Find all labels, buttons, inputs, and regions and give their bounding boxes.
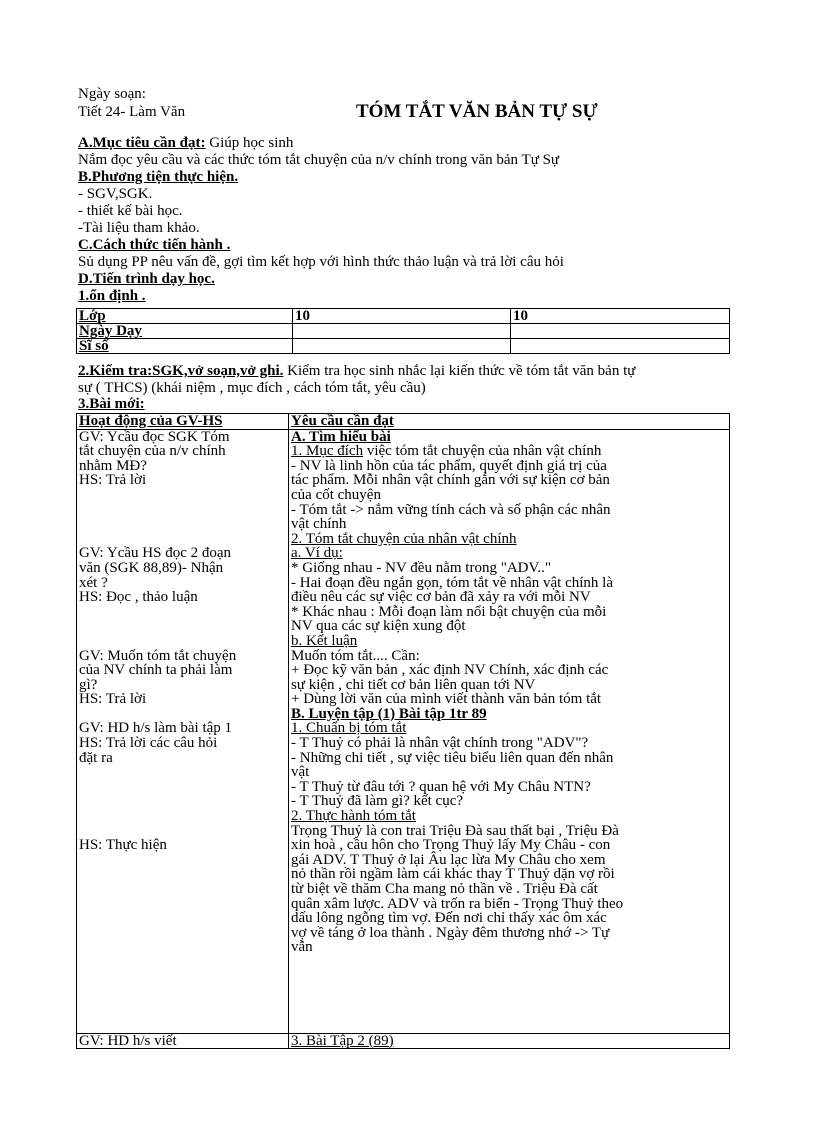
right-text: sự kiện , chi tiết cơ bản liên quan tới NV [291,676,536,693]
right-text: * Giống nhau - NV đều nằm trong "ADV.." [291,559,552,576]
table-cell [293,339,511,354]
left-last: GV: HD h/s viết [77,1033,289,1049]
part-b-heading: B. Luyện tập (1) Bài tập 1tr 89 [291,705,487,722]
bai-moi-heading: 3.Bài mới: [78,396,145,412]
part-a-heading: A. Tìm hiểu bài [291,428,391,445]
section-a [78,136,293,151]
right-text: - T Thuỷ từ đâu tới ? quan hệ với My Châu NTN? [291,778,591,795]
table-row [77,324,730,339]
left-text: GV: Ycầu đọc SGK Tóm [79,428,230,445]
right-text: vật chính [291,516,347,533]
right-text: vật [291,764,310,781]
section-b-item-3: -Tài liệu tham khảo. [78,220,200,236]
table-row [77,309,730,324]
muc-dich-rest: việc tóm tắt chuyện của nhân vật chính [363,443,602,460]
section-a-heading: A.Mục tiêu cần đạt: [78,135,206,151]
section-d-heading: D.Tiến trình dạy học. [78,271,215,287]
left-text: GV: Ycầu HS đọc 2 đoạn [79,545,232,562]
left-text: đặt ra [79,749,113,766]
right-text: + Dùng lời văn của mình viết thành văn bản tóm tắt [291,691,602,708]
left-text: xét ? [79,574,108,591]
right-text: * Khác nhau : Mỗi đoạn làm nổi bật chuyện của mỗi [291,603,607,620]
teacher-student-activities [77,429,289,1033]
tom-tat-heading: 2. Tóm tắt chuyện của nhân vật chính [291,530,517,547]
table-cell [293,324,511,339]
prep-date-label: Ngày soạn: [78,86,146,102]
right-text: tác phẩm. Mỗi nhân vật chính gắn với sự kiện cơ bản [291,472,610,489]
kiem-tra-line [78,364,635,379]
right-text: - Tóm tắt -> nắm vững tính cách và số phận các nhân [291,501,611,518]
left-text: văn (SGK 88,89)- Nhận [79,559,224,576]
left-text: nhằm MĐ? [79,457,147,474]
section-b-heading: B.Phương tiện thực hiện. [78,169,239,185]
section-a-line: Nắm đọc yêu cầu và các thức tóm tắt chuyện của n/v chính trong văn bản Tự Sự [78,152,560,168]
right-text: từ biệt về thăm Cha mang nỏ thần về . Triệu Đà cất [291,881,598,897]
right-text: điều nêu các sự việc cơ bản đã xảy ra với mỗi NV [291,589,591,606]
table-cell [511,324,730,339]
chuan-bi-heading: 1. Chuẩn bị tóm tắt [291,720,407,737]
right-text: xin hoà , cầu hôn cho Trọng Thuỷ lấy My Châu - con [291,837,611,854]
kiem-tra-rest: Kiểm tra học sinh nhắc lại kiến thức về tóm tắt văn bản tự [283,363,636,379]
right-text: nỏ thần rồi ngầm làm cái khác thay T Thuỷ dặn vợ rồi [291,866,615,883]
table-cell: 10 [511,309,730,324]
table-row [77,1033,730,1049]
kiem-tra-heading: 2.Kiểm tra:SGK,vở soạn,vở ghi. [78,363,284,379]
right-text: - Hai đoạn đều ngắn gọn, tóm tắt về nhân vật chính là [291,574,613,591]
right-text: - NV là linh hồn của tác phẩm, quyết định giá trị của [291,457,607,474]
vi-du-heading: a. Ví dụ: [291,545,343,562]
section-c-heading: C.Cách thức tiến hành . [78,237,231,253]
table-cell: Lớp [77,309,293,324]
right-last: 3. Bài Tập 2 (89) [289,1033,730,1049]
right-text: vợ về táng ở loa thành . Ngày đêm thương nhớ -> Tự [291,924,610,941]
right-text: gái ADV. T Thuỷ ở lại Âu lạc lừa My Châu cho xem [291,851,606,868]
muc-dich-label: 1. Mục đích [291,443,364,460]
left-text: GV: HD h/s làm bài tập 1 [79,720,233,737]
table-row [77,429,730,1033]
right-text: dấu lông ngỗng tìm vợ. Đến nơi chỉ thấy xác ôm xác [291,910,607,927]
lesson-activities-table [76,413,730,1049]
right-text: Muốn tóm tắt.... Cần: [291,647,420,664]
table-cell: 10 [293,309,511,324]
thuc-hanh-heading: 2. Thực hành tóm tắt [291,808,416,825]
table-cell [511,339,730,354]
header-left: Hoạt động của GV-HS [77,414,289,430]
on-dinh-heading: 1.ổn định . [78,288,146,304]
right-text: + Đọc kỹ văn bản , xác định NV Chính, xác định các [291,662,609,679]
right-text: - T Thuỷ có phải là nhân vật chính trong "ADV"? [291,735,589,752]
page-title: TÓM TẮT VĂN BẢN TỰ SỰ [356,101,598,122]
right-text: của cốt chuyện [291,486,381,503]
kiem-tra-line-2: sự ( THCS) (khái niệm , mục đích , cách tóm tắt, yêu cầu) [78,380,426,396]
left-text: của NV chính ta phải làm [79,662,233,679]
left-text: HS: Thực hiện [79,837,167,854]
section-a-heading-rest: Giúp học sinh [205,135,294,151]
header-right: Yêu cầu cần đạt [289,414,730,430]
section-b-item-2: - thiết kế bài học. [78,203,183,219]
left-text: HS: Đọc , thảo luận [79,589,198,606]
section-b-item-1: - SGV,SGK. [78,186,153,202]
class-info-table [76,308,730,354]
left-text: HS: Trả lời [79,691,147,708]
left-text: GV: Muốn tóm tắt chuyện [79,647,237,664]
ket-luan-heading: b. Kết luận [291,632,358,649]
lesson-number: Tiết 24- Làm Văn [78,104,186,120]
right-text: NV qua các sự kiện xung đột [291,618,466,635]
table-header-row [77,414,730,430]
right-text: - T Thuỷ đã làm gì? kết cục? [291,793,464,810]
section-c-line: Sủ dụng PP nêu vấn đề, gợi tìm kết hợp với hình thức thảo luận và trả lời câu hỏi [78,254,564,270]
table-cell: Sĩ số [77,339,293,354]
table-row [77,339,730,354]
right-text: quân xâm lược. ADV và trốn ra biển - Trọng Thuỷ theo [291,895,624,912]
right-text: vẫn [291,939,313,956]
left-text: tắt chuyện của n/v chính [79,443,226,460]
right-text: - Những chi tiết , sự việc tiêu biểu liên quan đến nhân [291,749,614,766]
left-text: HS: Trả lời [79,472,147,489]
left-text: HS: Trả lời các câu hỏi [79,735,218,752]
table-cell: Ngày Dạy [77,324,293,339]
right-text: Trọng Thuỷ là con trai Triệu Đà sau thất bại , Triệu Đà [291,822,619,839]
left-text: gì? [79,676,98,693]
requirements [289,429,730,1033]
